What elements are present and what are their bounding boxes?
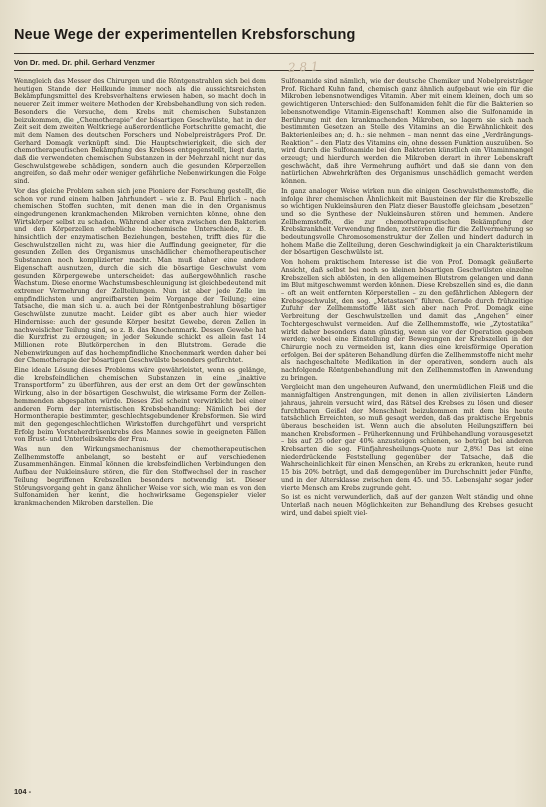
- page-number: 104 -: [14, 787, 32, 796]
- article-title: Neue Wege der experimentellen Krebsforschung: [14, 27, 356, 43]
- paragraph: Vergleicht man den ungeheuren Aufwand, den unermüdlichen Fleiß und die mannigfaltigen Anstrengungen, mit denen in allen zivilisierten Ländern jahraus, jahrein versucht wird, das Rätsel des Krebses zu lösen und dieser furchtbaren Geißel der Menschheit beizukommen mit dem bis heute tatsächlich Erreichten, so muß gesagt werden, daß das praktische Ergebnis überaus bescheiden ist. Wenn auch die absoluten Heilungsziffern bei manchen Krebsformen – Früherkennung und Frühbehandlung vorausgesetzt – bis auf 25 oder gar 40% anzusteigen schienen, so beträgt bei anderen Krebsarten die sog. Fünfjahresheilungs-Quote nur 2,8%! Das ist eine niederdrückende Feststellung gegenüber der Tatsache, daß die Wahrscheinlichkeit für einen Menschen, an Krebs zu erkranken, heute rund 15 bis 20% beträgt, und daß demgegenüber im Durchschnitt jeder Fünfte, und in der Altersklasse zwischen dem 45. und 55. Lebensjahr sogar jeder vierte Mensch am Krebs zugrunde geht.: [281, 383, 533, 492]
- right-column: [281, 78, 533, 778]
- paragraph: Was nun den Wirkungsmechanismus der chemotherapeutischen Zellhemmstoffe anbelangt, so besteht er auf verschiedenen Zusammenhängen. Einmal können die krebsfeindlichen Verbindungen den Aufbau der Nukleinsäure stören, die für den Stoffwechsel der in rascher Teilung begriffenen Krebszellen besonders notwendig ist. Dieser Störungsvorgang geht in ganz ähnlicher Weise vor sich, wie man es von den Sulfonamiden her kennt, die hochwirksame Gegenspieler vieler krankmachenden Mikroben darstellen. Die: [14, 445, 266, 507]
- handwritten-margin-note: 2 8 1: [287, 59, 319, 75]
- paragraph: Eine ideale Lösung dieses Problems wäre gewährleistet, wenn es gelänge, die krebsfeindlichen chemischen Substanzen in eine „inaktive Transportform“ zu überführen, aus der erst an dem Ort der gewünschten Wirkung, also in der bösartigen Geschwulst, die wirksame Form der Zellen-hemmenden abgespalten würde. Dieses Ziel scheint verwirklicht bei einer anderen Form der internistischen Krebsbehandlung: Nämlich bei der Hormontherapie bestimmter, geschlechtsgebundener Krebsformen. Sie wird mit den gegengeschlechtlichen Wirkstoffen durchgeführt und verspricht Erfolg beim Vorsteherdrüsenkrebs des Mannes sowie in geeigneten Fällen von Brust- und Unterleibskrebs der Frau.: [14, 366, 266, 444]
- author-rule: [14, 70, 534, 71]
- paragraph: Von hohem praktischem Interesse ist die von Prof. Domagk geäußerte Ansicht, daß selbst bei noch so kleinen bösartigen Geschwülsten einzelne Krebszellen sich ablösten, in den allgemeinen Blutstrom gelangen und dann im Blut mitgeschwemmt werden können. Diese Krebszellen sind es, die dann – oft an weit entfernten Körperstellen – zu den gefährlichen Ablegern der Krebsgeschwulst, den sog. „Metastasen“ führen. Gerade durch frühzeitige Zufuhr der Zellhemmstoffe läßt sich aber nach Prof. Domagk eine Verbreitung der Geschwulstzellen und damit das „Angehen“ einer Tochtergeschwulst vermeiden. Auf die Zellhemmstoffe, wie „Zytostatika“ wirkt daher besonders dann günstig, wenn sie vor der Operation gegeben werden; wobei eine Einstellung der Bewegungen der Krebszellen in der Chirurgie noch zu vermeiden ist, kann dies eine kreisförmige Operation erfolgen. Bei der späteren Behandlung dürfen die Zellhemmstoffe nicht mehr als nachgeschaltete Medikation in der operativen, sondern auch als nachfolgende Röntgenbehandlung mit den Zellhemmstoffen in Anwendung zu bringen.: [281, 258, 533, 382]
- title-rule: [14, 53, 534, 54]
- paragraph: In ganz analoger Weise wirken nun die einigen Geschwulsthemmstoffe, die infolge ihrer chemischen Ähnlichkeit mit Bausteinen der für die Krebszelle so wichtigen Nukleinsäuren den Platz dieser Baustoffe gleichsam „besetzen“ und so die Synthese der Nukleinsäuren stören und hemmen. Andere Zellhemmstoffe, die zur chemotherapeutischen Bekämpfung der Krebskrankheit Verwendung finden, zerstören die für die Zellvermehrung so bedeutungsvolle Chromosomenstruktur der Zellen und hindert dadurch in hohem Maße die Zellteilung, deren Geschwindigkeit ja ein Charakteristikum der bösartigen Geschwülste ist.: [281, 186, 533, 257]
- paragraph: Wenngleich das Messer des Chirurgen und die Röntgenstrahlen sich bei dem heutigen Stande der Heilkunde immer noch als die aussichtsreichsten Bekämpfungsmittel des Krebsverhaltens erwiesen haben, so macht doch in neuerer Zeit immer weitere Methoden der Krebsbehandlung von sich reden. Besonders die Versuche, dem Krebs mit chemischen Substanzen beizukommen, die „Chemotherapie“ der bösartigen Geschwülste, hat in der Zeit seit dem zweiten Weltkriege außerordentliche Fortschritte gemacht, die mit dem Namen des deutschen Forschers und Nobelpreisträgers Prof. Dr. Gerhard Domagk verknüpft sind. Die Hauptschwierigkeit, die sich der chemotherapeutischen Bekämpfung des Krebses entgegenstellt, liegt darin, daß die verwendeten chemischen Substanzen in der Mehrzahl nicht nur das Geschwulstgewebe schädigen, sondern auch die gesunden Körperzellen angreifen, so daß mehr oder weniger gefährliche Nebenwirkungen die Folge sind.: [14, 78, 266, 186]
- paragraph: Vor das gleiche Problem sahen sich jene Pioniere der Forschung gestellt, die schon vor rund einem halben Jahrhundert – wie z. B. Paul Ehrlich – nach chemischen Stoffen suchten, mit denen man die in den Organismus eingedrungenen krankmachenden Mikroben vernichten könne, ohne den Wirtskörper selbst zu schaden. Während aber etwa zwischen den Bakterien und den Körperzellen erhebliche biochemische Unterschiede, z. B. hinsichtlich der enzymatischen Beziehungen, bestehen, trifft dies für die Geschwulstzellen nicht zu, was hier die Auffindung geeigneter, für die gesunden Zellen des Organismus unschädlicher chemotherapeutischer Substanzen noch komplizierter macht. Man muß daher eine andere Eigenschaft ausnutzen, durch die sich die bösartige Geschwulst vom gesunden Körpergewebe unterscheidet: das außergewöhnlich rasche Wachstum. Diese enorme Wachstumsbeschleunigung ist gleichbedeutend mit extremer Vermehrung der Zellteilungen. Nun ist aber jede Zelle im empfindlichsten und angreifbarsten beim Vorgange der Teilung; eine Tatsache, die man sich u. a. auch bei der Röntgenbestrahlung bösartiger Geschwülste zunutze macht. Leider gibt es aber auch hier wieder Hindernisse: auch der gesunde Körper besitzt Gewebe, deren Zellen in nachweislicher Teilung sind, so z. B. das Knochenmark. Dessen Gewebe hat die Kurzfrist zu erzeugen; in jeder Sekunde schickt es allein fast 14 Millionen rote Blutkörperchen in den Blutstrom. Gerade die Nebenwirkungen auf das hochempfindliche Knochenmark werden daher bei der Chemotherapie der bösartigen Geschwülste besonders gefürchtet.: [14, 186, 266, 365]
- left-column: [14, 78, 266, 778]
- paragraph: Sulfonamide sind nämlich, wie der deutsche Chemiker und Nobelpreisträger Prof. Richard Kuhn fand, chemisch ganz ähnlich aufgebaut wie ein für die Mikroben lebensnotwendiges Vitamin. Aber mit einem kleinen, doch um so gewichtigeren Unterschied: den Sulfonamiden fehlt die für die Bakterien so lebensnotwendige Vitamin-Eigenschaft! Kommen also die Sulfonamide in Berührung mit den krankmachenden Mikroben, so lagern sie sich nach bestimmten Gesetzen an Stelle des Vitamins an die Erwähnlichkeit des Bakterienleibes an; d. h.: sie nehmen – man nennt das eine „Verdrängungs-Reaktion“ – den Platz des Vitamins ein, ohne dessen Funktion auszuüben. So wird durch die Sulfonamide bei den Bakterien künstlich ein Vitaminmangel erzeugt; und hierdurch werden die Mikroben derart in ihrer Lebenskraft geschwächt, daß ihre Vermehrung aufhört und daß sie dann von den natürlichen Abwehrkräften des Organismus unschädlich gemacht werden können.: [281, 78, 533, 186]
- article-author: Von Dr. med. Dr. phil. Gerhard Venzmer: [14, 58, 155, 67]
- paragraph: So ist es nicht verwunderlich, daß auf der ganzen Welt ständig und ohne Unterlaß nach neuen Möglichkeiten zur Behandlung des Krebses gesucht wird, und dabei spielt viel-: [281, 493, 533, 517]
